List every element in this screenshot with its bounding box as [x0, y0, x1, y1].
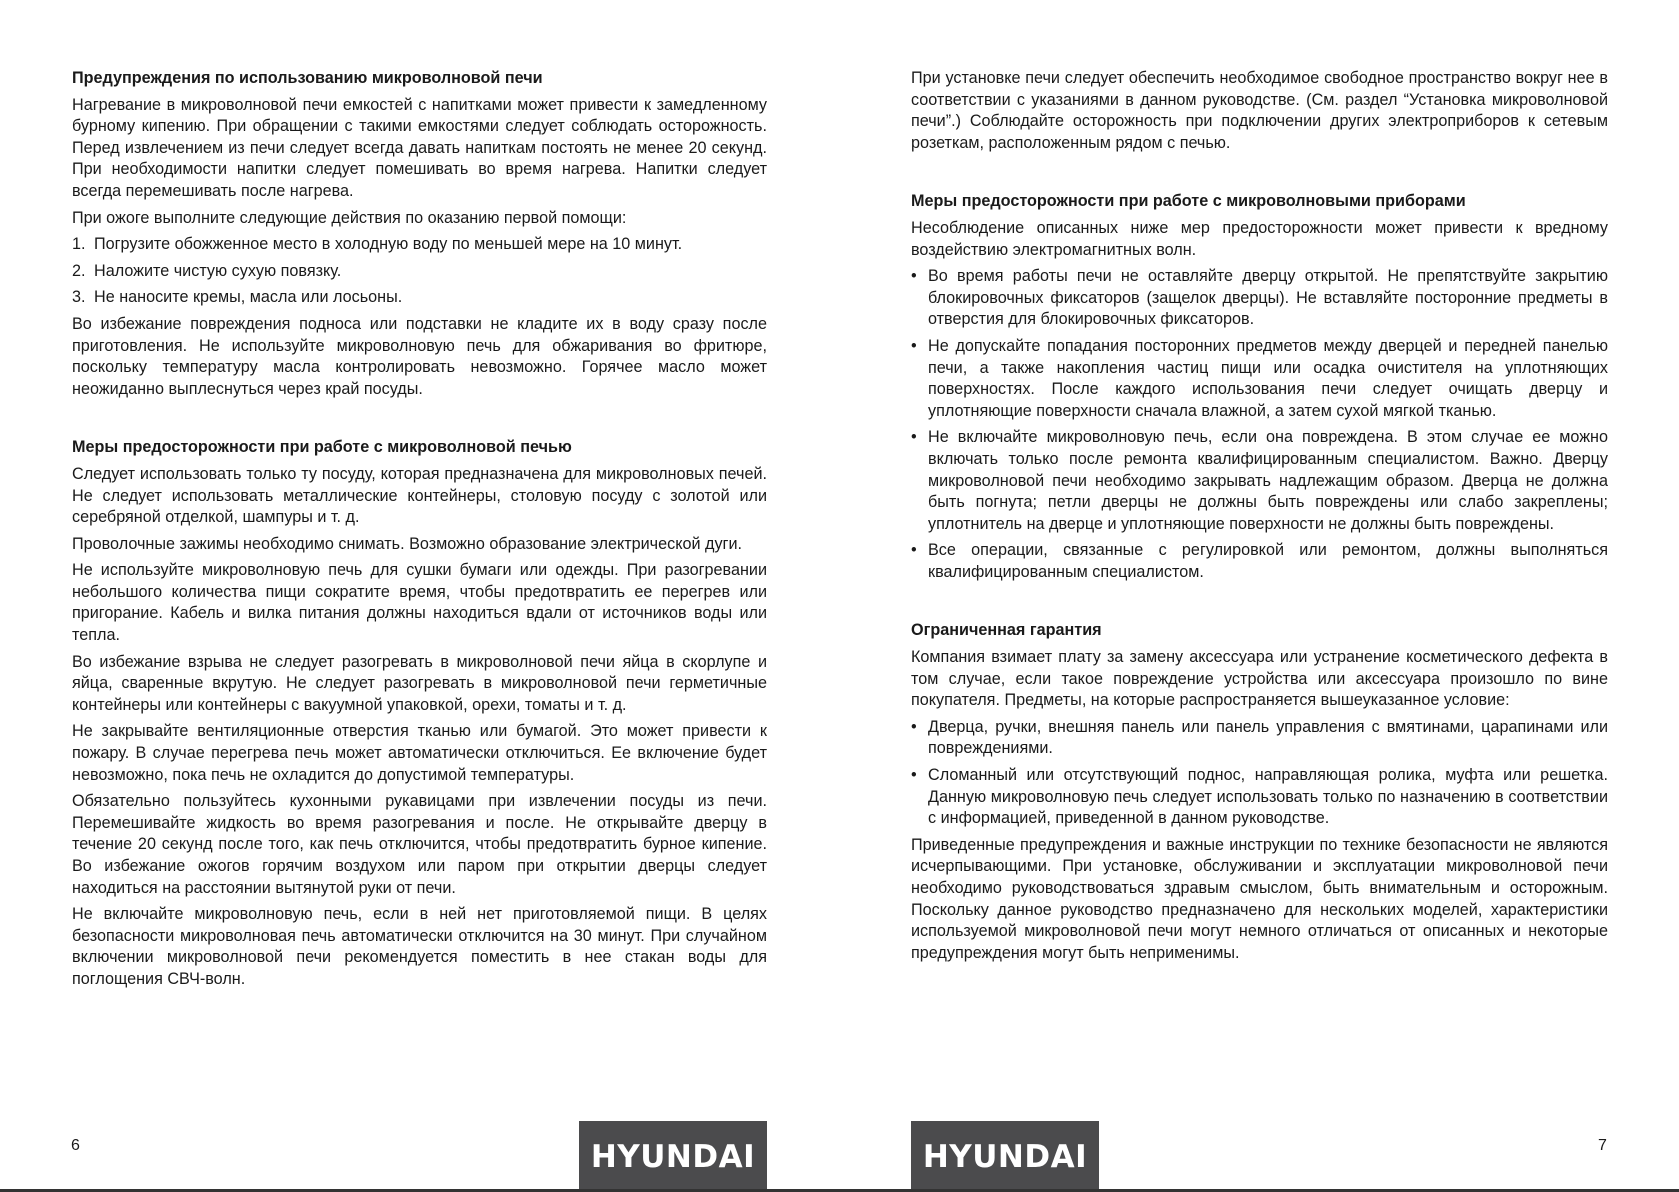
- bullet-text: Все операции, связанные с регулировкой или ремонтом, должны выполняться квалифицированным специалистом.: [928, 541, 1608, 581]
- paragraph: Приведенные предупреждения и важные инструкции по технике безопасности не являются исчерпывающими. При установке, обслуживании и эксплуатации микроволновой печи необходимо руководствоваться здравым смыслом, быть внимательным и осторожным. Поскольку данное руководство предназначено для нескольких моделей, характеристики используемой микроволновой печи могут немного отличаться от описанных и некоторые предупреждения могут быть неприменимы.: [911, 835, 1608, 962]
- paragraph: Несоблюдение описанных ниже мер предосторожности может привести к вредному воздействию электромагнитных волн.: [911, 218, 1608, 259]
- list-item: [72, 287, 767, 309]
- first-aid-steps: [72, 234, 767, 309]
- step-text: Не наносите кремы, масла или лосьоны.: [94, 288, 403, 307]
- section-title: Меры предосторожности при работе с микроволновыми приборами: [911, 192, 1466, 211]
- list-item: [911, 266, 1608, 331]
- bullet-text: Дверца, ручки, внешняя панель или панель управления с вмятинами, царапинами или повреждениями.: [928, 717, 1608, 758]
- list-item: [911, 717, 1608, 760]
- section-title: Предупреждения по использованию микроволновой печи: [72, 69, 543, 87]
- bullet-list: [911, 717, 1608, 830]
- paragraph: Обязательно пользуйтесь кухонными рукавицами при извлечении посуды из печи. Перемешивайте жидкость во время разогревания и после. Не открывайте дверцу в течение 20 секунд после того, как печь отключится, чтобы предотвратить бурное кипение. Во избежание ожогов горячим воздухом или паром при открытии дверцы следует находиться на расстоянии вытянутой руки от печи.: [72, 792, 767, 897]
- list-item: [72, 261, 767, 283]
- list-item: [911, 540, 1608, 583]
- left-column: [72, 68, 767, 996]
- bullet-text: Во время работы печи не оставляйте дверцу открытой. Не препятствуйте закрытию блокировочных фиксаторов (защелок дверцы). Не вставляйте посторонние предметы в отверстия для блокировочных фиксаторов.: [928, 267, 1608, 329]
- list-item: [72, 234, 767, 256]
- section-gap: [911, 588, 1608, 620]
- step-text: Погрузите обожженное место в холодную воду по меньшей мере на 10 минут.: [94, 235, 683, 254]
- paragraph: Компания взимает плату за замену аксессуара или устранение косметического дефекта в том случае, если такое повреждение устройства или аксессуара произошло по вине покупателя. Предметы, на которые распространяется вышеуказанное условие:: [911, 648, 1608, 710]
- paragraph: Не используйте микроволновую печь для сушки бумаги или одежды. При разогревании небольшого количества пищи сократите время, чтобы предотвратить ее перегрев или пригорание. Кабель и вилка питания должны находиться вдали от источников воды или тепла.: [72, 561, 767, 645]
- bullet-icon: •: [911, 717, 917, 736]
- paragraph: Не включайте микроволновую печь, если в ней нет приготовляемой пищи. В целях безопасности микроволновая печь автоматически отключится на 30 минут. При случайном включении микроволновой печи рекомендуется поместить в нее стакан воды для поглощения СВЧ-волн.: [72, 905, 767, 988]
- bullet-text: Не допускайте попадания посторонних предметов между дверцей и передней панелью печи, а также накопления частиц пищи или осадка очистителя на уплотняющих поверхностях. После каждого использования печи следует очищать дверцу и уплотняющие поверхности сначала влажной, а затем сухой мягкой тканью.: [928, 336, 1608, 420]
- paragraph: Во избежание повреждения подноса или подставки не кладите их в воду сразу после приготовления. Не используйте микроволновую печь для обжаривания во фритюре, поскольку температуру масла контролировать невозможно. Горячее масло может неожиданно выплеснуться через край посуды.: [72, 314, 767, 398]
- bullet-icon: •: [911, 541, 917, 560]
- paragraph: Во избежание взрыва не следует разогревать в микроволновой печи яйца в скорлупе и яйца, сваренные вкрутую. Не следует разогревать в микроволновой печи герметичные контейнеры или контейнеры с вакуумной упаковкой, орехи, томаты и т. д.: [72, 652, 767, 714]
- bullet-text: Сломанный или отсутствующий поднос, направляющая ролика, муфта или решетка. Данную микроволновую печь следует использовать только по назначению в соответствии с информацией, приведенной в данном руководстве.: [928, 766, 1608, 828]
- section-gap: [72, 405, 767, 437]
- page-number: 6: [71, 1137, 80, 1154]
- right-page: [840, 0, 1679, 1192]
- paragraph: При ожоге выполните следующие действия по оказанию первой помощи:: [72, 208, 627, 227]
- bullet-icon: •: [911, 267, 917, 286]
- paragraph: Проволочные зажимы необходимо снимать. Возможно образование электрической дуги.: [72, 534, 742, 553]
- hyundai-logo: HYUNDAI: [579, 1121, 767, 1192]
- paragraph: Нагревание в микроволновой печи емкостей с напитками может привести к замедленному бурному кипению. При обращении с такими емкостями следует соблюдать осторожность. Перед извлечением из печи следует всегда давать напиткам постоять не менее 20 секунд. При необходимости напитки следует помешивать во время нагрева. Напитки следует всегда перемешивать после нагрева.: [72, 95, 767, 200]
- paragraph: Не закрывайте вентиляционные отверстия тканью или бумагой. Это может привести к пожару. В случае перегрева печь может автоматически отключиться. Ее включение будет невозможно, пока печь не охладится до допустимой температуры.: [72, 722, 767, 784]
- bullet-icon: •: [911, 428, 917, 447]
- hyundai-logo: HYUNDAI: [911, 1121, 1099, 1192]
- list-item: [911, 336, 1608, 422]
- bullet-text: Не включайте микроволновую печь, если она повреждена. В этом случае ее можно включать только после ремонта квалифицированным специалистом. Важно. Дверцу микроволновой печи необходимо закрывать надлежащим образом. Дверца не должна быть погнута; петли дверцы не должны быть повреждены или слабо закреплены; уплотнитель на дверце и уплотняющие поверхности не должны быть повреждены.: [928, 428, 1608, 533]
- step-number: 3.: [72, 288, 86, 307]
- list-item: [911, 765, 1608, 830]
- section-title: Ограниченная гарантия: [911, 621, 1102, 640]
- section-gap: [911, 159, 1608, 191]
- bullet-list: [911, 266, 1608, 583]
- list-item: [911, 427, 1608, 535]
- step-text: Наложите чистую сухую повязку.: [94, 261, 342, 280]
- bullet-icon: •: [911, 336, 917, 355]
- step-number: 1.: [72, 235, 86, 254]
- page-number: 7: [1598, 1137, 1607, 1154]
- bullet-icon: •: [911, 766, 917, 785]
- step-number: 2.: [72, 261, 86, 280]
- paragraph: Следует использовать только ту посуду, которая предназначена для микроволновых печей. Не следует использовать металлические контейнеры, столовую посуду с золотой или серебряной отделкой, шампуры и т. д.: [72, 464, 767, 527]
- right-column: [911, 68, 1608, 969]
- paragraph: При установке печи следует обеспечить необходимое свободное пространство вокруг нее в соответствии с указаниями в данном руководстве. (См. раздел “Установка микроволновой печи”.) Соблюдайте осторожность при подключении других электроприборов к сетевым розеткам, расположенным рядом с печью.: [911, 69, 1608, 152]
- section-title: Меры предосторожности при работе с микроволновой печью: [72, 438, 572, 457]
